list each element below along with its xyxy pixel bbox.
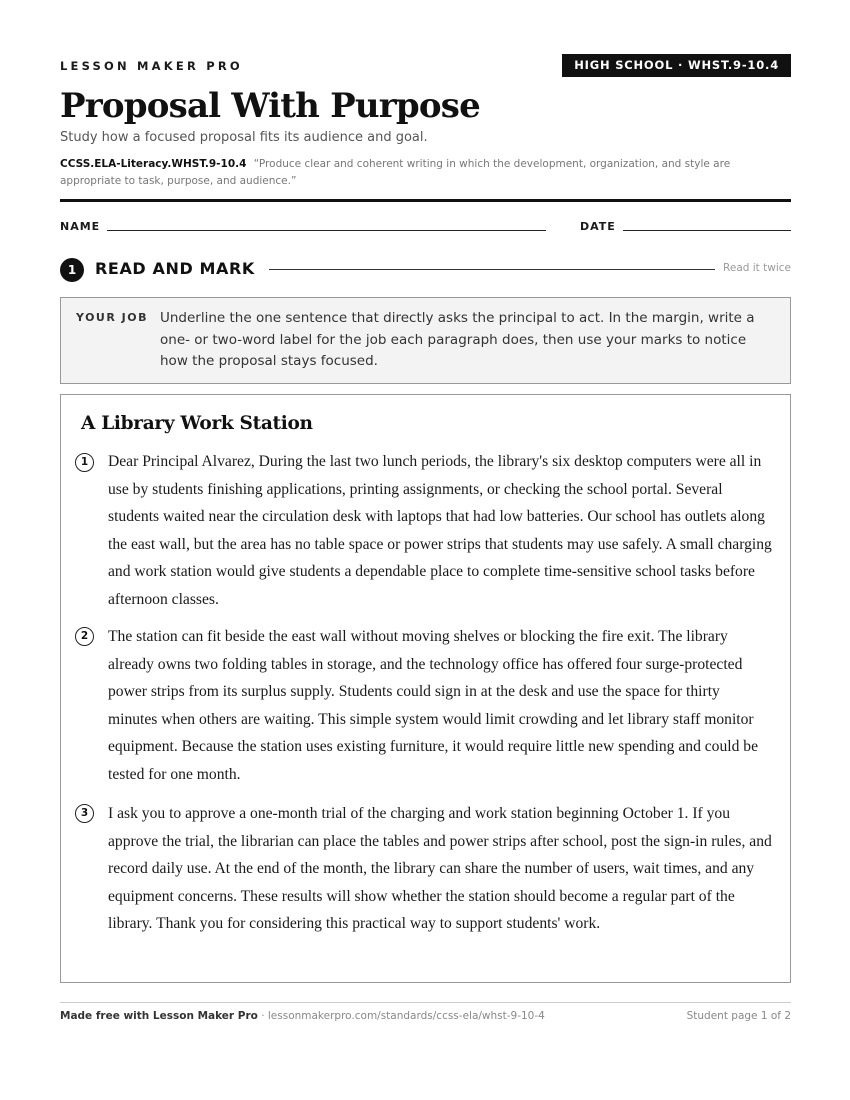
passage-paragraph-3: I ask you to approve a one-month trial of the charging and work station beginning October 1. If you approve the trial, the librarian can place the tables and power strips after school, post the sign-in rules, and record daily use. At the end of the month, the library can share the number of users, wait times, and any equipment concerns. These results will show whether the station should become a regular part of the library. Thank you for considering this practical way to support students' work. (108, 805, 772, 933)
header-divider (60, 199, 791, 202)
name-field[interactable] (107, 230, 546, 231)
page-number: Student page 1 of 2 (686, 1010, 791, 1022)
section-divider (269, 269, 715, 270)
standard-text: “Produce clear and coherent writing in which the development, organization, and style are appropriate to task, purpose, and audience.” (60, 158, 731, 187)
instructions-text: Underline the one sentence that directly asks the principal to act. In the margin, write a one- or two-word label for the job each paragraph does, then use your marks to notice how the proposal stays focused. (160, 310, 755, 369)
standard-code: CCSS.ELA-Literacy.WHST.9-10.4 (60, 158, 247, 170)
brand-name: LESSON MAKER PRO (60, 59, 243, 73)
footer-divider (60, 1002, 791, 1003)
grade-standard-badge: HIGH SCHOOL · WHST.9-10.4 (562, 54, 791, 77)
footer-url[interactable]: lessonmakerpro.com/standards/ccss-ela/whst-9-10-4 (267, 1010, 545, 1022)
footer-made-with: Made free with Lesson Maker Pro (60, 1010, 258, 1022)
passage-paragraph-2: The station can fit beside the east wall without moving shelves or blocking the fire exit. The library already owns two folding tables in storage, and the technology office has offered four surge-protected power strips from its surplus supply. Students could sign in at the desk and use the space for thirty minutes when others are waiting. This simple system would limit crowding and let library staff monitor equipment. Because the station uses existing furniture, it would require little new spending and could be tested for one month. (108, 628, 759, 783)
paragraph-number-2: 2 (75, 627, 94, 646)
date-field[interactable] (623, 230, 791, 231)
standard-description (60, 156, 791, 190)
passage-paragraph-1: Dear Principal Alvarez, During the last two lunch periods, the library's six desktop computers were all in use by students finishing applications, printing assignments, or checking the school portal. Several students waited near the circulation desk with laptops that had low batteries. Our school has outlets along the east wall, but the area has no table space or power strips that students may use safely. A small charging and work station would give students a dependable place to complete time-sensitive school tasks before afternoon classes. (108, 453, 772, 608)
footer-credit (60, 1010, 545, 1022)
page-title: Proposal With Purpose (60, 86, 480, 126)
instructions-label: YOUR JOB (76, 311, 148, 324)
section-number-badge: 1 (60, 258, 84, 282)
page-subtitle: Study how a focused proposal fits its audience and goal. (60, 130, 428, 145)
paragraph-number-3: 3 (75, 804, 94, 823)
date-label: DATE (580, 220, 616, 233)
instructions-box (60, 297, 791, 384)
paragraph-number-1: 1 (75, 453, 94, 472)
section-title: READ AND MARK (95, 259, 255, 278)
passage-title: A Library Work Station (81, 413, 313, 434)
footer-separator: · (257, 1010, 268, 1022)
passage-box (60, 394, 791, 983)
name-label: NAME (60, 220, 101, 233)
section-hint: Read it twice (723, 262, 791, 274)
